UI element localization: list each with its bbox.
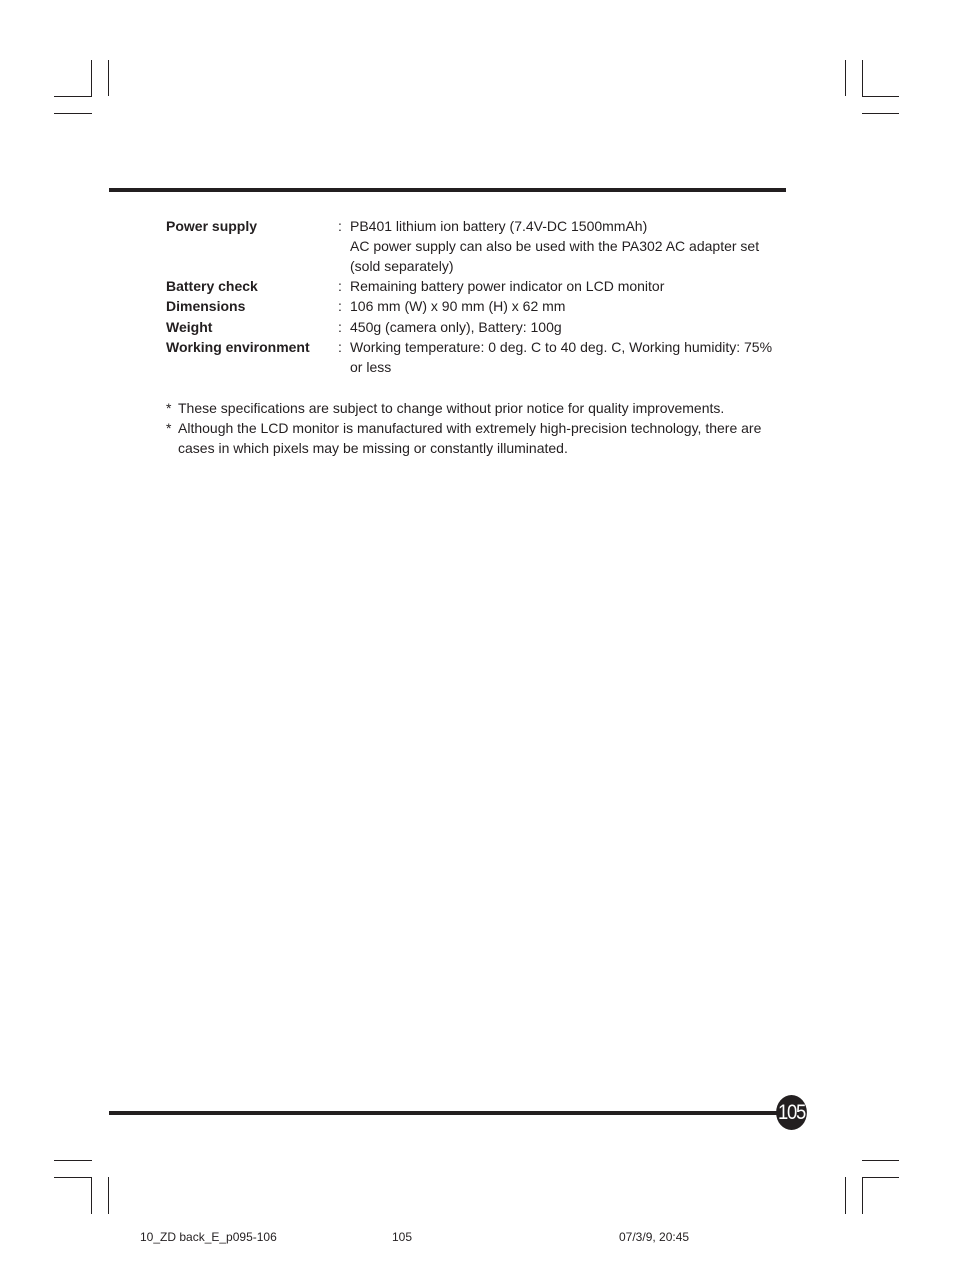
page-number-badge: 105 <box>776 1095 807 1130</box>
spec-row-battery-check <box>166 276 786 296</box>
crop-mark <box>862 96 899 97</box>
asterisk-bullet: * <box>166 420 172 436</box>
note-text <box>178 398 778 418</box>
crop-mark <box>54 113 92 114</box>
footer-rule <box>109 1111 781 1115</box>
spec-label: Battery check <box>166 278 258 294</box>
note-line: These specifications are subject to change without prior notice for quality improvements. <box>178 400 725 416</box>
note-specifications-change <box>166 398 786 418</box>
crop-mark <box>845 1177 846 1214</box>
crop-mark <box>108 1177 109 1214</box>
crop-mark <box>862 1177 863 1214</box>
spec-label: Weight <box>166 319 213 335</box>
note-lcd-pixels <box>166 418 786 458</box>
spec-label: Dimensions <box>166 298 246 314</box>
spec-label: Working environment <box>166 339 310 355</box>
crop-mark <box>862 1160 899 1161</box>
spec-value <box>350 337 786 377</box>
spec-value <box>350 317 786 337</box>
spec-separator: : <box>338 278 342 294</box>
spec-value-line: or less <box>350 359 392 375</box>
spec-value-line: AC power supply can also be used with the PA302 AC adapter set <box>350 238 760 254</box>
spec-separator: : <box>338 319 342 335</box>
spec-separator: : <box>338 218 342 234</box>
crop-mark <box>54 96 92 97</box>
crop-mark <box>108 60 109 96</box>
crop-mark <box>91 60 92 96</box>
footer-page: 105 <box>392 1230 413 1244</box>
crop-mark <box>862 1177 899 1178</box>
footer-timestamp: 07/3/9, 20:45 <box>619 1230 690 1244</box>
spec-row-weight <box>166 317 786 337</box>
spec-value <box>350 296 786 316</box>
asterisk-bullet: * <box>166 400 172 416</box>
spec-separator: : <box>338 339 342 355</box>
spec-value-line: Working temperature: 0 deg. C to 40 deg. C, Working humidity: 75% <box>350 339 773 355</box>
spec-separator: : <box>338 298 342 314</box>
spec-value <box>350 216 786 276</box>
crop-mark <box>845 60 846 96</box>
crop-mark <box>862 113 899 114</box>
note-line: Although the LCD monitor is manufactured with extremely high-precision technology, there are <box>178 420 762 436</box>
crop-mark <box>91 1177 92 1214</box>
spec-row-working-environment <box>166 337 786 377</box>
crop-mark <box>862 60 863 96</box>
spec-value-line: Remaining battery power indicator on LCD monitor <box>350 278 665 294</box>
header-rule <box>109 188 786 192</box>
crop-mark <box>54 1177 92 1178</box>
spec-value-line: (sold separately) <box>350 258 454 274</box>
spec-label: Power supply <box>166 218 258 234</box>
footer-filename: 10_ZD back_E_p095-106 <box>140 1230 277 1244</box>
note-line: cases in which pixels may be missing or constantly illuminated. <box>178 440 568 456</box>
spec-value-line: 450g (camera only), Battery: 100g <box>350 319 562 335</box>
spec-value-line: PB401 lithium ion battery (7.4V-DC 1500mmAh) <box>350 218 648 234</box>
spec-row-dimensions <box>166 296 786 316</box>
spec-row-power-supply <box>166 216 786 276</box>
spec-value <box>350 276 786 296</box>
spec-value-line: 106 mm (W) x 90 mm (H) x 62 mm <box>350 298 566 314</box>
note-text <box>178 418 778 458</box>
crop-mark <box>54 1160 92 1161</box>
